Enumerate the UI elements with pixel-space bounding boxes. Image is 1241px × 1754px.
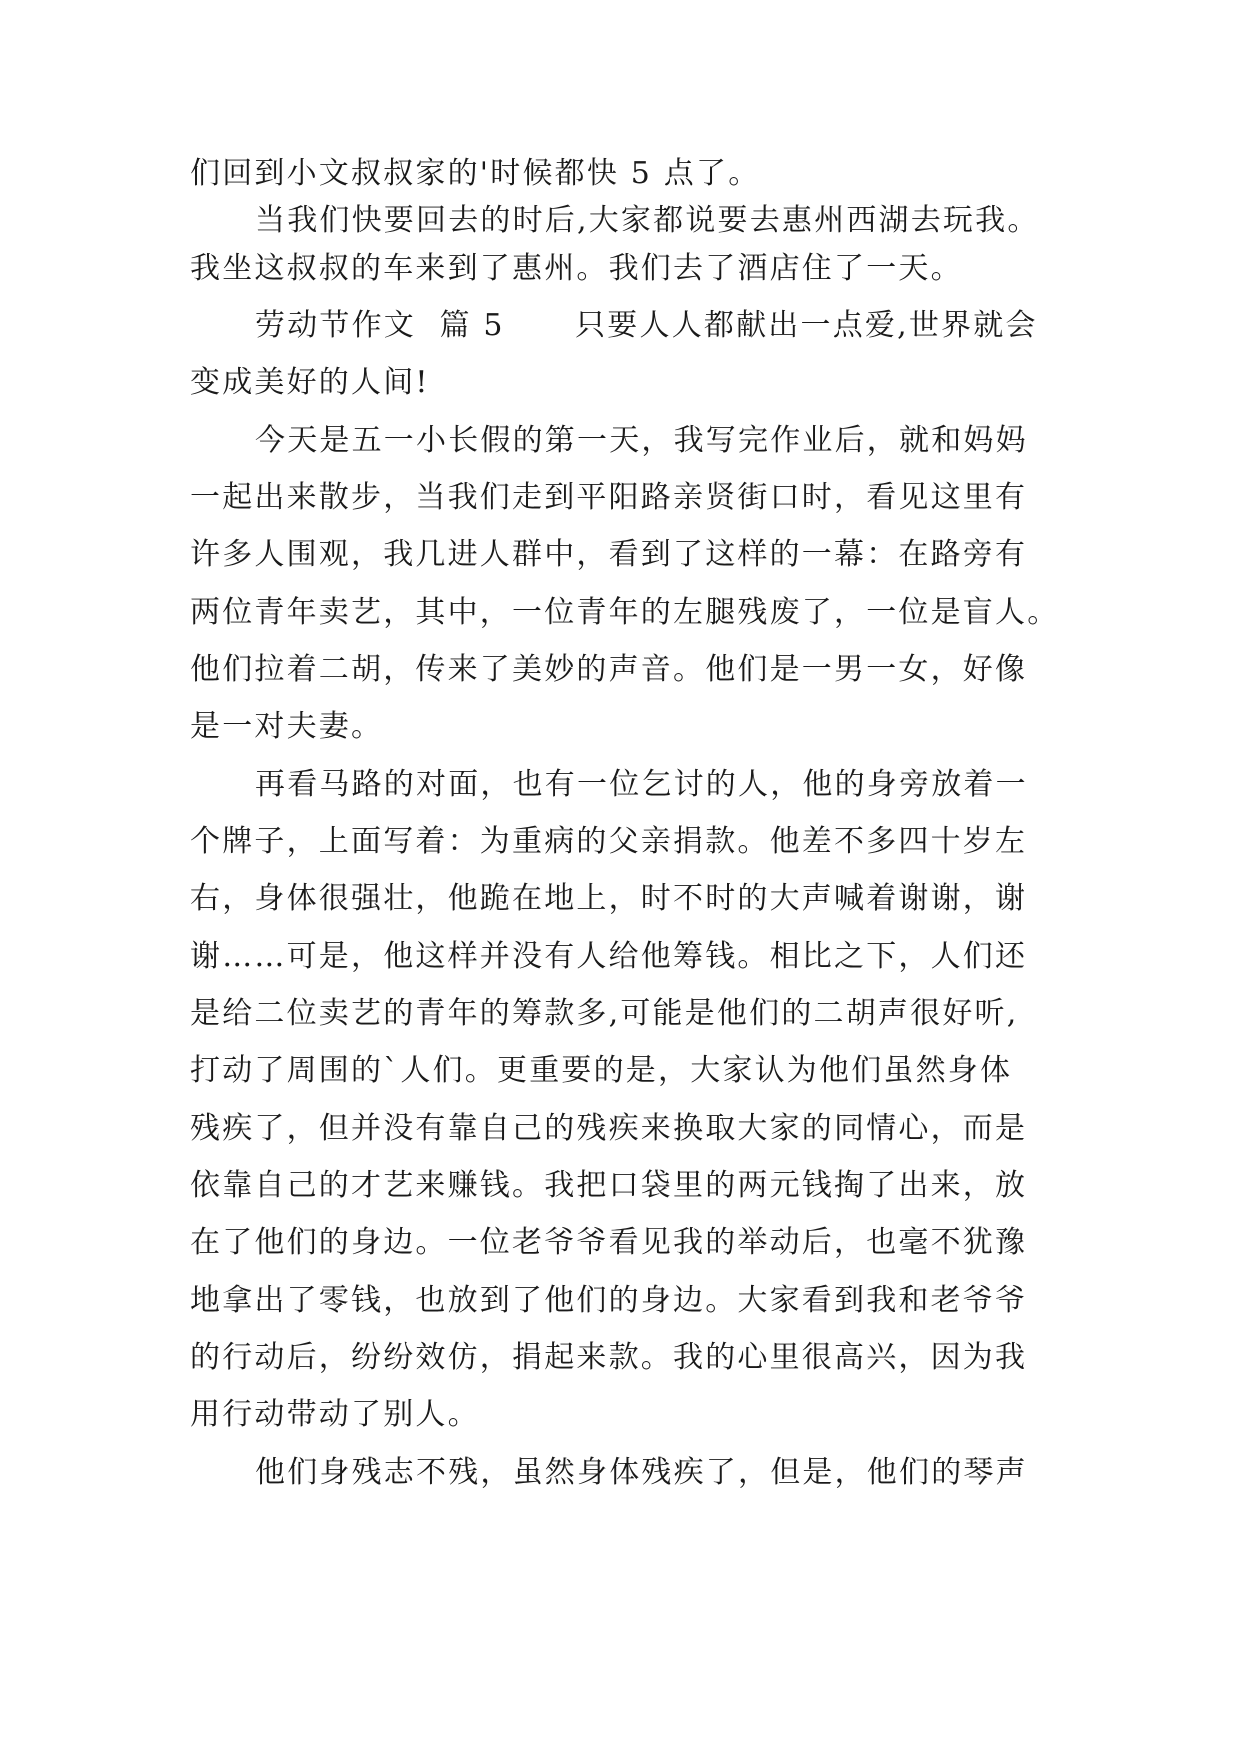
text-line: 许多人围观，我几进人群中，看到了这样的一幕：在路旁有 bbox=[190, 537, 1028, 572]
text-line: 在了他们的身边。一位老爷爷看见我的举动后，也毫不犹豫 bbox=[190, 1225, 1028, 1260]
text-line: 是给二位卖艺的青年的筹款多,可能是他们的二胡声很好听, bbox=[190, 996, 1019, 1031]
text-line: 一起出来散步，当我们走到平阳路亲贤街口时，看见这里有 bbox=[190, 480, 1028, 515]
text-line: 劳动节作文 篇 5 只要人人都献出一点爱,世界就会 bbox=[255, 308, 1038, 343]
text-line: 谢……可是，他这样并没有人给他筹钱。相比之下，人们还 bbox=[190, 939, 1028, 974]
text-line: 他们身残志不残，虽然身体残疾了，但是，他们的琴声 bbox=[255, 1455, 1028, 1490]
text-line: 我坐这叔叔的车来到了惠州。我们去了酒店住了一天。 bbox=[190, 251, 963, 286]
text-line: 用行动带动了别人。 bbox=[190, 1397, 480, 1432]
text-line: 残疾了，但并没有靠自己的残疾来换取大家的同情心，而是 bbox=[190, 1111, 1028, 1146]
text-line: 右，身体很强壮，他跪在地上，时不时的大声喊着谢谢，谢 bbox=[190, 881, 1028, 916]
text-line: 是一对夫妻。 bbox=[190, 709, 384, 744]
text-line: 当我们快要回去的时后,大家都说要去惠州西湖去玩我。 bbox=[255, 203, 1040, 238]
text-line: 今天是五一小长假的第一天，我写完作业后，就和妈妈 bbox=[255, 423, 1028, 458]
text-line: 地拿出了零钱，也放到了他们的身边。大家看到我和老爷爷 bbox=[190, 1283, 1028, 1318]
text-line: 他们拉着二胡，传来了美妙的声音。他们是一男一女，好像 bbox=[190, 652, 1028, 687]
text-line: 两位青年卖艺，其中，一位青年的左腿残废了，一位是盲人。 bbox=[190, 595, 1060, 630]
text-line: 的行动后，纷纷效仿，捐起来款。我的心里很高兴，因为我 bbox=[190, 1340, 1028, 1375]
text-line: 们回到小文叔叔家的'时候都快 5 点了。 bbox=[190, 156, 761, 191]
text-line: 个牌子，上面写着：为重病的父亲捐款。他差不多四十岁左 bbox=[190, 824, 1028, 859]
text-line: 变成美好的人间! bbox=[190, 365, 430, 400]
text-line: 依靠自己的才艺来赚钱。我把口袋里的两元钱掏了出来，放 bbox=[190, 1168, 1028, 1203]
text-line: 打动了周围的`人们。更重要的是，大家认为他们虽然身体 bbox=[190, 1053, 1013, 1088]
text-line: 再看马路的对面，也有一位乞讨的人，他的身旁放着一 bbox=[255, 767, 1028, 802]
